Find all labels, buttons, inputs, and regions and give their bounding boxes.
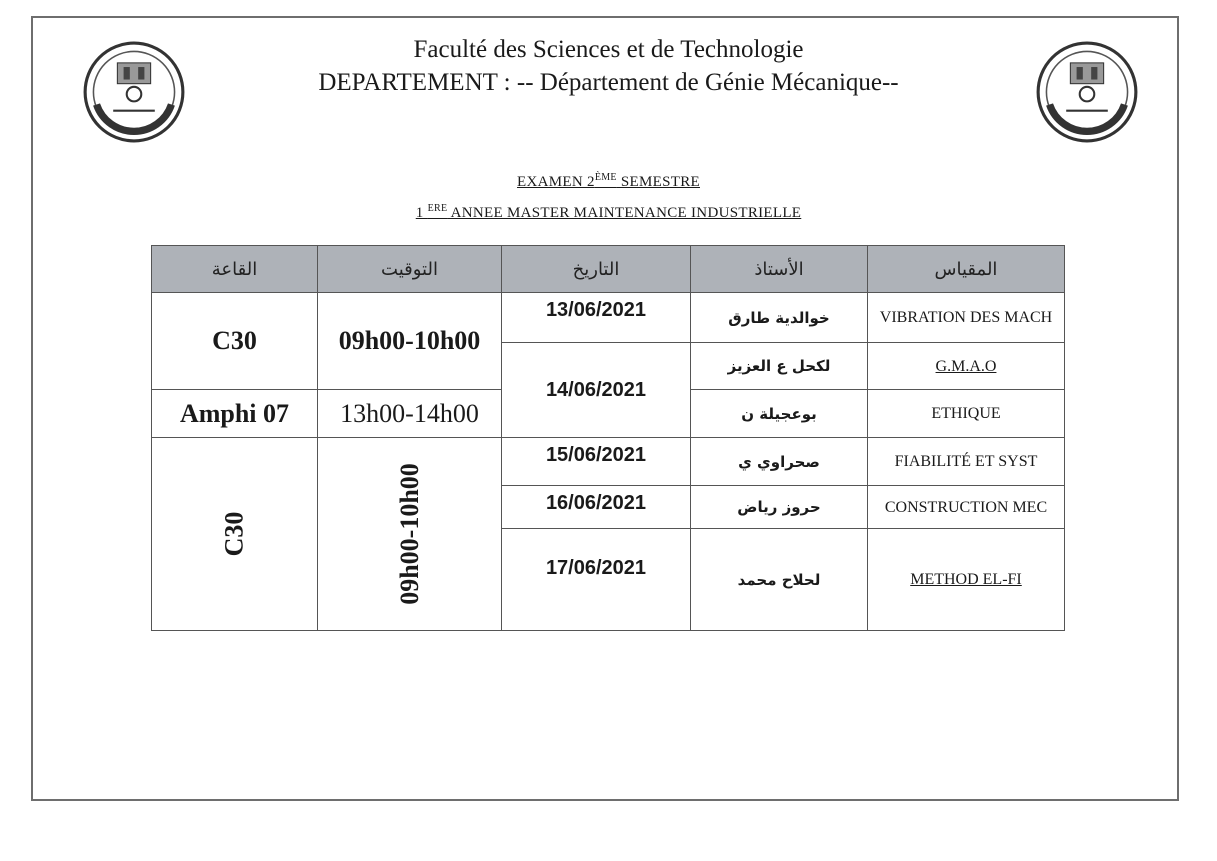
prof-cell: صحراوي ي <box>691 438 868 486</box>
date-cell: 13/06/2021 <box>502 293 691 343</box>
prof-cell: بوعجيلة ن <box>691 390 868 438</box>
module-cell: ETHIQUE <box>868 390 1065 438</box>
horaire-cell: 09h00-10h00 <box>318 438 502 631</box>
date-cell: 14/06/2021 <box>502 343 691 438</box>
header-module: المقياس <box>868 246 1065 293</box>
salle-cell: C30 <box>152 438 318 631</box>
header-horaire: التوقيت <box>318 246 502 293</box>
header-salle: القاعة <box>152 246 318 293</box>
module-cell: METHOD EL-FI <box>868 529 1065 631</box>
module-cell: VIBRATION DES MACH <box>868 293 1065 343</box>
prof-cell: حروز رياض <box>691 486 868 529</box>
prof-cell: لحلاح محمد <box>691 529 868 631</box>
module-cell: FIABILITÉ ET SYST <box>868 438 1065 486</box>
salle-cell: C30 <box>152 293 318 390</box>
page-header <box>0 33 1217 99</box>
table-row <box>152 438 1065 486</box>
exam-subtitle: 1 $^{ERE}$ ANNEE MASTER MAINTENANCE INDUSTRIELLE <box>415 203 802 221</box>
module-cell: CONSTRUCTION MEC <box>868 486 1065 529</box>
department-title: DEPARTEMENT : -- Département de Génie Mécanique-- <box>318 69 899 96</box>
header-prof: الأستاذ <box>691 246 868 293</box>
module-cell: G.M.A.O <box>868 343 1065 390</box>
date-cell: 17/06/2021 <box>502 529 691 631</box>
table-header-row <box>152 246 1065 293</box>
exam-title: EXAMEN 2ÈME SEMESTRE <box>517 172 700 190</box>
table-row <box>152 293 1065 343</box>
prof-cell: خوالدية طارق <box>691 293 868 343</box>
salle-cell: Amphi 07 <box>152 390 318 438</box>
date-cell: 16/06/2021 <box>502 486 691 529</box>
horaire-cell: 13h00-14h00 <box>318 390 502 438</box>
horaire-cell: 09h00-10h00 <box>318 293 502 390</box>
exam-schedule-table <box>151 245 1065 631</box>
header-date: التاريخ <box>502 246 691 293</box>
prof-cell: لكحل ع العزيز <box>691 343 868 390</box>
faculty-title: Faculté des Sciences et de Technologie <box>413 36 804 63</box>
date-cell: 15/06/2021 <box>502 438 691 486</box>
